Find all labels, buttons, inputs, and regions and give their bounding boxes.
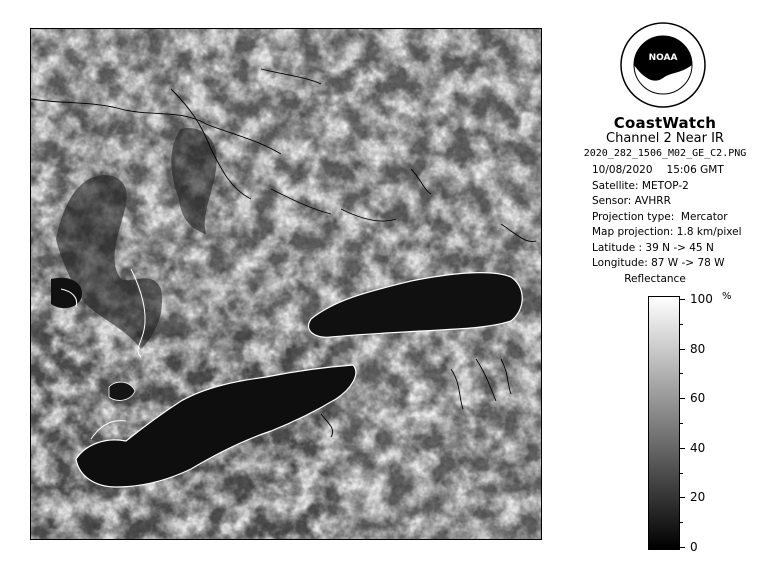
colorbar-ticks — [680, 292, 740, 554]
unit-label: % — [722, 291, 732, 302]
latitude-label: Latitude : 39 N -> 45 N — [592, 241, 714, 254]
colorbar-tick-label: 100 — [690, 292, 713, 306]
colorbar-tick — [680, 497, 685, 498]
colorbar-tick — [680, 299, 685, 300]
map-projection-label: Map projection: 1.8 km/pixel — [592, 226, 742, 238]
colorbar-tick — [680, 398, 685, 399]
colorbar-minor-tick — [680, 473, 683, 474]
filename-label: 2020_282_1506_M02_GE_C2.PNG — [583, 148, 747, 159]
longitude-label: Longitude: 87 W -> 78 W — [592, 257, 725, 269]
brand-title: CoastWatch — [613, 114, 717, 132]
satellite-label: Satellite: METOP-2 — [592, 179, 689, 192]
satellite-image — [30, 28, 542, 540]
reflectance-colorbar — [648, 296, 680, 550]
colorbar-tick — [680, 349, 685, 350]
legend-title: Reflectance — [624, 273, 686, 285]
logo-text: NOAA — [648, 53, 678, 63]
projection-type-label: Projection type: Mercator — [592, 210, 728, 223]
colorbar-tick — [680, 448, 685, 449]
time-value: 15:06 GMT — [666, 164, 724, 176]
colorbar-minor-tick — [680, 423, 683, 424]
colorbar-tick-label: 40 — [690, 441, 706, 455]
colorbar-tick-label: 20 — [690, 490, 706, 504]
colorbar-tick — [680, 547, 685, 548]
colorbar-tick-label: 60 — [690, 391, 706, 405]
colorbar-minor-tick — [680, 522, 683, 523]
colorbar-minor-tick — [680, 324, 683, 325]
colorbar-minor-tick — [680, 373, 683, 374]
noaa-logo — [620, 22, 706, 108]
sensor-label: Sensor: AVHRR — [592, 195, 671, 207]
colorbar-tick-label: 0 — [690, 540, 698, 554]
colorbar-tick-label: 80 — [690, 342, 706, 356]
date-value: 10/08/2020 — [592, 164, 653, 176]
metadata-block — [592, 163, 742, 272]
channel-label: Channel 2 Near IR — [606, 131, 724, 146]
datetime-row — [592, 163, 742, 179]
